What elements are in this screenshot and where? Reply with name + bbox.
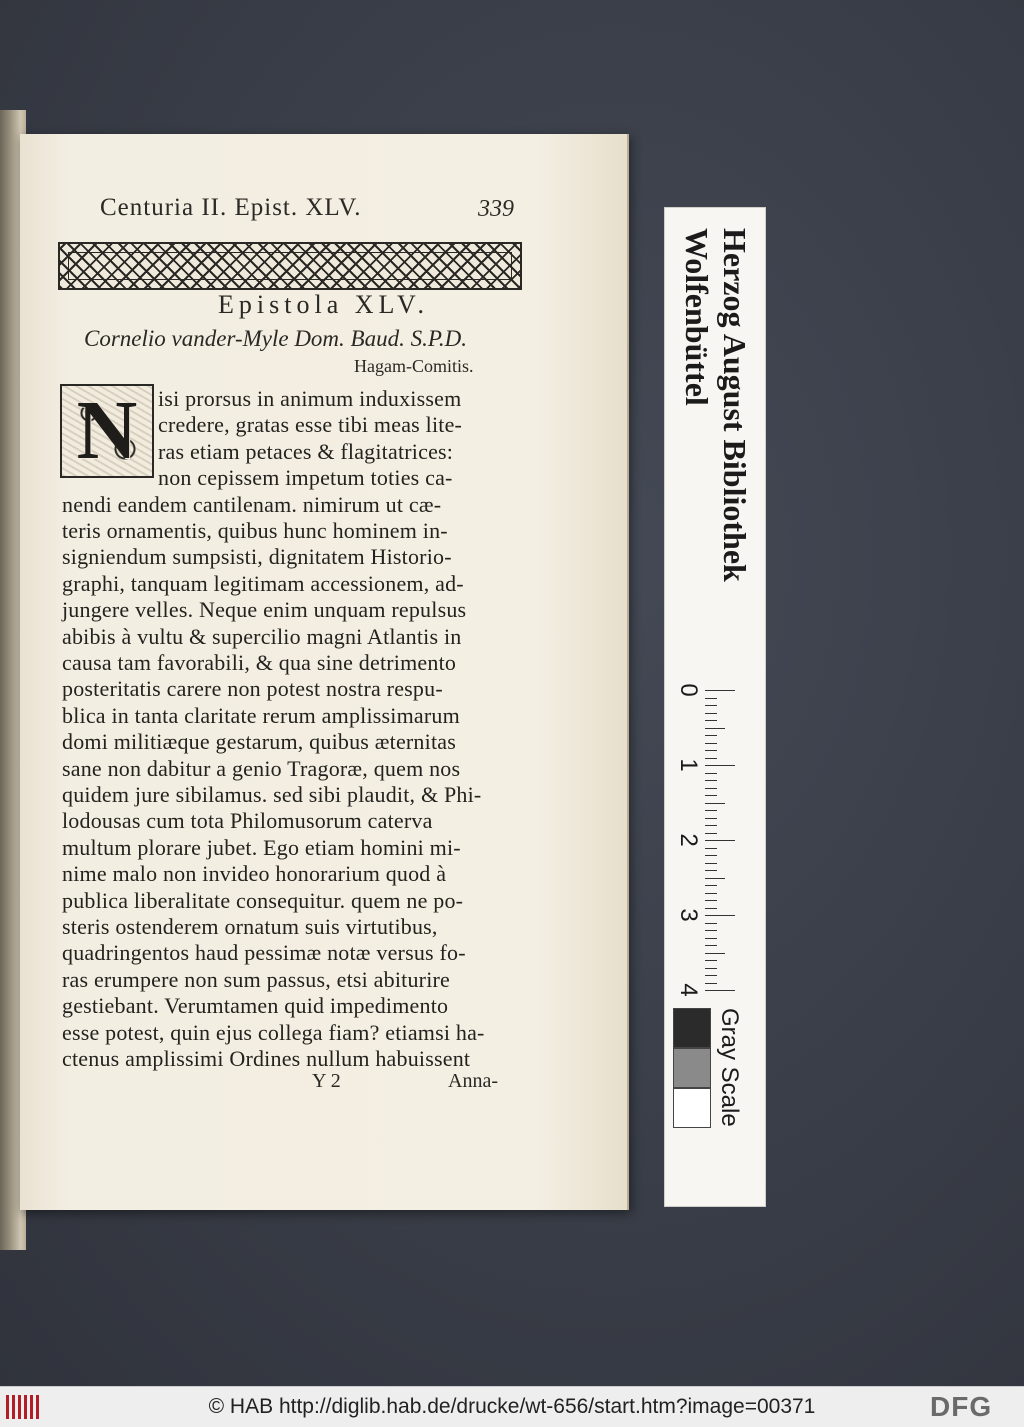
address-line: Cornelio vander-Myle Dom. Baud. S.P.D. [84, 326, 468, 351]
ruler-tick [705, 945, 717, 946]
epistle-title: Epistola XLV. [218, 290, 429, 319]
gray-scale-label: Gray Scale [716, 1008, 743, 1127]
text-line: posteritatis carere non potest nostra respu- [62, 676, 443, 702]
viewer-footer [0, 1386, 1024, 1427]
ruler-tick [705, 855, 717, 856]
text-line: publica liberalitate consequitur. quem ne po- [62, 887, 464, 913]
scale-number: 3 [675, 908, 702, 922]
ruler-tick [705, 870, 717, 871]
ruler-tick [705, 923, 717, 924]
ruler-tick [705, 743, 717, 744]
page-content [20, 134, 627, 1210]
catchword: Anna- [448, 1070, 498, 1092]
book-page [20, 134, 629, 1210]
text-line: teris ornamentis, quibus hunc hominem in- [62, 518, 448, 543]
ruler-tick [705, 780, 717, 781]
text-line: quadringentos haud pessimæ notæ versus fo- [62, 940, 466, 966]
place-line: Hagam-Comitis. [354, 356, 474, 376]
text-line: nendi eandem cantilenam. nimirum ut cæ- [62, 491, 442, 517]
ruler-tick [705, 953, 725, 954]
ruler-tick [705, 705, 717, 706]
gray-block [673, 1088, 711, 1128]
running-head: Centuria II. Epist. XLV. [100, 194, 362, 221]
ruler-tick [705, 810, 717, 811]
text-line: quidem jure sibilamus. sed sibi plaudit, & Phi- [62, 782, 482, 807]
text-line: gestiebant. Verumtamen quid impedimento [62, 993, 449, 1019]
text-line: multum plorare jubet. Ego etiam homini mi- [62, 834, 461, 860]
ruler-tick [705, 818, 717, 819]
text-line: blica in tanta claritate rerum amplissimarum [62, 702, 460, 728]
text-line: graphi, tanquam legitimam accessionem, ad- [62, 570, 464, 596]
ruler-tick [705, 848, 717, 849]
ruler-tick [705, 735, 717, 736]
ruler-tick [705, 930, 717, 931]
text-line: signiendum sumpsisti, dignitatem Historio- [62, 544, 452, 570]
ruler-tick [705, 750, 717, 751]
text-line: ras erumpere non sum passus, etsi abiturire [62, 966, 451, 992]
gray-block [673, 1008, 711, 1048]
ruler-tick [705, 885, 717, 886]
text-line: non cepissem impetum toties ca- [158, 465, 453, 491]
ruler-tick [705, 840, 735, 841]
footer-copyright: © HAB http://diglib.hab.de/drucke/wt-656/start.htm?image=00371 [208, 1395, 816, 1418]
ruler-tick [705, 975, 717, 976]
gray-block [673, 1048, 711, 1088]
library-location: Wolfenbüttel [679, 228, 715, 406]
ruler-tick [705, 960, 717, 961]
text-line: nime malo non invideo honorarium quod à [62, 861, 447, 887]
ruler-tick [705, 915, 735, 916]
dfg-logo: DFG [930, 1391, 993, 1422]
ruler-tick [705, 803, 725, 804]
text-line: ctenus amplissimi Ordines nullum habuissent [62, 1046, 471, 1071]
ruler-tick [705, 698, 717, 699]
text-line: isi prorsus in animum induxissem [158, 386, 462, 411]
ruler-tick [705, 773, 717, 774]
decorated-initial [60, 384, 154, 478]
text-line: credere, gratas esse tibi meas lite- [158, 412, 463, 438]
ruler-tick [705, 863, 717, 864]
library-name: Herzog August Bibliothek [717, 228, 753, 582]
text-line: jungere velles. Neque enim unquam repulsus [62, 597, 467, 623]
scale-number: 2 [675, 833, 702, 847]
ruler-tick [705, 720, 717, 721]
ruler-tick [705, 968, 717, 969]
ruler-tick [705, 765, 735, 766]
decorative-headpiece [58, 242, 522, 290]
scale-number: 0 [675, 683, 702, 697]
text-line: ras etiam petaces & flagitatrices: [158, 438, 454, 464]
ruler-tick [705, 788, 717, 789]
ruler-tick [705, 878, 725, 879]
ruler-tick [705, 758, 717, 759]
signature-mark: Y 2 [312, 1070, 341, 1092]
ruler-tick [705, 825, 717, 826]
text-line: abibis à vultu & supercilio magni Atlantis in [62, 623, 462, 649]
text-line: lodousas cum tota Philomusorum caterva [62, 808, 433, 834]
text-line: domi militiæque gestarum, quibus æternitas [62, 729, 456, 755]
scale-number: 1 [675, 758, 702, 772]
text-line: steris ostenderem ornatum suis virtutibus, [62, 914, 438, 939]
page-number: 339 [478, 196, 514, 222]
ruler-tick [705, 900, 717, 901]
ruler-tick [705, 983, 717, 984]
ruler-tick [705, 795, 717, 796]
ruler-tick [705, 893, 717, 894]
ruler-tick [705, 728, 725, 729]
text-line: esse potest, quin ejus collega fiam? etiamsi ha- [62, 1019, 485, 1045]
ruler-tick [705, 690, 735, 691]
text-line: sane non dabitur a genio Tragoræ, quem nos [62, 755, 461, 781]
ruler-tick [705, 713, 717, 714]
initial-letter: N [76, 384, 138, 477]
headpiece-border [68, 252, 512, 280]
scale-number: 4 [675, 983, 702, 997]
text-line: causa tam favorabili, & qua sine detrimento [62, 650, 457, 675]
ruler-tick [705, 990, 735, 991]
ruler-tick [705, 938, 717, 939]
ruler-tick [705, 908, 717, 909]
ruler-tick [705, 833, 717, 834]
scale-ruler [664, 207, 766, 1207]
